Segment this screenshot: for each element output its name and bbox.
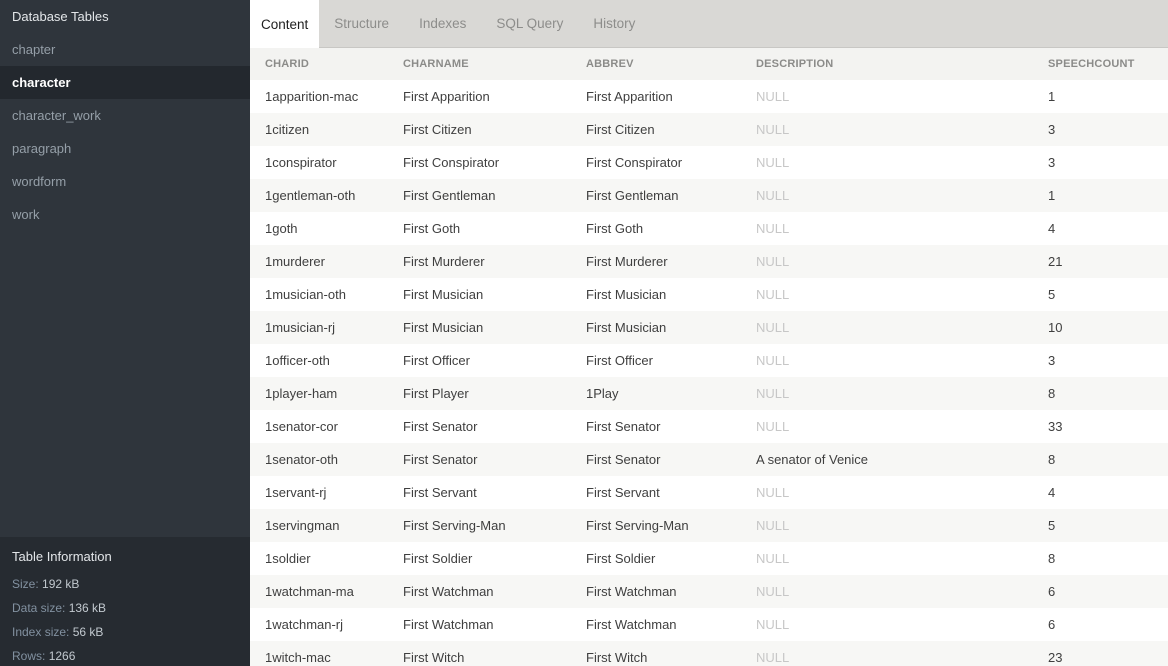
null-value: NULL: [756, 650, 790, 665]
cell-abbrev[interactable]: First Senator: [586, 419, 661, 434]
grid-header: [250, 48, 1168, 80]
grid-body: [250, 80, 1168, 666]
table-row[interactable]: [250, 344, 1168, 377]
cell-charid[interactable]: 1servingman: [265, 518, 340, 533]
table-row[interactable]: [250, 443, 1168, 476]
grid-container: [250, 48, 1168, 666]
cell-speechcount[interactable]: 5: [1048, 518, 1056, 533]
cell-description[interactable]: [756, 311, 1048, 344]
cell-description[interactable]: [756, 608, 1048, 641]
cell-description[interactable]: [756, 476, 1048, 509]
null-value: NULL: [756, 254, 790, 269]
cell-description[interactable]: [756, 542, 1048, 575]
cell-speechcount[interactable]: 6: [1048, 617, 1056, 632]
table-row[interactable]: [250, 410, 1168, 443]
tab-structure[interactable]: Structure: [334, 16, 390, 31]
cell-abbrev[interactable]: First Witch: [586, 650, 648, 665]
cell-charname[interactable]: First Conspirator: [403, 155, 500, 170]
cell-charid[interactable]: 1conspirator: [265, 155, 337, 170]
cell-charname[interactable]: First Watchman: [403, 617, 494, 632]
cell-speechcount[interactable]: 5: [1048, 287, 1056, 302]
cell-charid[interactable]: 1officer-oth: [265, 353, 330, 368]
cell-description[interactable]: [756, 146, 1048, 179]
cell-abbrev[interactable]: First Watchman: [586, 584, 677, 599]
cell-description[interactable]: [756, 212, 1048, 245]
sidebar: [0, 0, 250, 666]
tab-history[interactable]: History: [593, 16, 636, 31]
cell-description[interactable]: [756, 344, 1048, 377]
null-value: NULL: [756, 89, 790, 104]
cell-charname[interactable]: First Goth: [403, 221, 461, 236]
null-value: NULL: [756, 155, 790, 170]
table-info-stats: [12, 572, 238, 666]
table-row[interactable]: [250, 509, 1168, 542]
sidebar-item-character[interactable]: character: [0, 66, 250, 99]
stat-value: 192 kB: [42, 577, 80, 591]
cell-description[interactable]: [756, 245, 1048, 278]
cell-charname[interactable]: First Witch: [403, 650, 465, 665]
cell-charid[interactable]: 1senator-oth: [265, 452, 338, 467]
cell-speechcount[interactable]: 4: [1048, 485, 1056, 500]
cell-description[interactable]: [756, 575, 1048, 608]
cell-charid[interactable]: 1citizen: [265, 122, 310, 137]
cell-speechcount[interactable]: 4: [1048, 221, 1056, 236]
cell-speechcount[interactable]: 23: [1048, 650, 1063, 665]
cell-description[interactable]: [756, 113, 1048, 146]
column-header-abbrev[interactable]: ABBREV: [586, 58, 634, 70]
table-info-title: Table Information: [12, 549, 112, 564]
cell-charname[interactable]: First Gentleman: [403, 188, 496, 203]
cell-speechcount[interactable]: 33: [1048, 419, 1063, 434]
null-value: NULL: [756, 122, 790, 137]
cell-description[interactable]: [756, 179, 1048, 212]
null-value: NULL: [756, 287, 790, 302]
column-header-description[interactable]: DESCRIPTION: [756, 58, 834, 70]
cell-abbrev[interactable]: First Conspirator: [586, 155, 683, 170]
cell-charname[interactable]: First Officer: [403, 353, 470, 368]
tab-bar: [250, 0, 1168, 48]
stat-label: Data size:: [12, 601, 69, 615]
cell-abbrev[interactable]: First Musician: [586, 320, 667, 335]
cell-abbrev[interactable]: First Gentleman: [586, 188, 679, 203]
table-row[interactable]: [250, 80, 1168, 113]
table-info-stat: [12, 620, 238, 644]
cell-charname[interactable]: First Player: [403, 386, 469, 401]
cell-charid[interactable]: 1apparition-mac: [265, 89, 359, 104]
cell-charid[interactable]: 1musician-oth: [265, 287, 346, 302]
cell-charname[interactable]: First Musician: [403, 287, 484, 302]
stat-value: 136 kB: [68, 601, 107, 615]
null-value: NULL: [756, 617, 790, 632]
cell-description[interactable]: [756, 278, 1048, 311]
cell-charid[interactable]: 1player-ham: [265, 386, 338, 401]
cell-abbrev[interactable]: First Musician: [586, 287, 667, 302]
cell-speechcount[interactable]: 8: [1048, 452, 1056, 467]
cell-description[interactable]: [756, 410, 1048, 443]
cell-charname[interactable]: First Serving-Man: [403, 518, 506, 533]
cell-charid[interactable]: 1goth: [265, 221, 298, 236]
null-value: NULL: [756, 188, 790, 203]
null-value: NULL: [756, 518, 790, 533]
sidebar-item-character_work[interactable]: character_work: [12, 108, 101, 123]
table-list: [0, 33, 250, 231]
cell-charname[interactable]: First Senator: [403, 419, 478, 434]
null-value: NULL: [756, 551, 790, 566]
table-info-stat: [12, 572, 238, 596]
sidebar-item-chapter[interactable]: chapter: [12, 42, 56, 57]
table-info-stat: [12, 596, 238, 620]
cell-charname[interactable]: First Watchman: [403, 584, 494, 599]
cell-description[interactable]: [756, 80, 1048, 113]
table-row[interactable]: [250, 113, 1168, 146]
cell-abbrev[interactable]: First Apparition: [586, 89, 673, 104]
sidebar-item-paragraph[interactable]: paragraph: [12, 141, 72, 156]
column-header-charid[interactable]: CHARID: [265, 58, 309, 70]
cell-charid[interactable]: 1watchman-rj: [265, 617, 344, 632]
data-grid: [250, 48, 1168, 666]
cell-abbrev[interactable]: First Officer: [586, 353, 653, 368]
cell-charname[interactable]: First Murderer: [403, 254, 485, 269]
table-row[interactable]: [250, 575, 1168, 608]
cell-description[interactable]: [756, 641, 1048, 666]
cell-abbrev[interactable]: 1Play: [586, 386, 619, 401]
stat-value: 56 kB: [72, 625, 104, 639]
stat-label: Index size:: [12, 625, 73, 639]
null-value: NULL: [756, 353, 790, 368]
cell-description[interactable]: A senator of Venice: [756, 452, 869, 467]
table-row[interactable]: [250, 641, 1168, 666]
null-value: NULL: [756, 320, 790, 335]
cell-charid[interactable]: 1servant-rj: [265, 485, 327, 500]
cell-abbrev[interactable]: First Murderer: [586, 254, 668, 269]
null-value: NULL: [756, 386, 790, 401]
null-value: NULL: [756, 485, 790, 500]
cell-charid[interactable]: 1soldier: [265, 551, 311, 566]
cell-speechcount[interactable]: 10: [1048, 320, 1063, 335]
stat-value: 1266: [48, 649, 76, 663]
sidebar-item-work[interactable]: work: [12, 207, 40, 222]
cell-speechcount[interactable]: 8: [1048, 386, 1056, 401]
cell-charname[interactable]: First Servant: [403, 485, 477, 500]
table-info-stat: [12, 644, 238, 666]
cell-description[interactable]: [756, 509, 1048, 542]
cell-speechcount[interactable]: 8: [1048, 551, 1056, 566]
stat-label: Size:: [12, 577, 43, 591]
null-value: NULL: [756, 584, 790, 599]
stat-label: Rows:: [12, 649, 49, 663]
table-row[interactable]: [250, 542, 1168, 575]
cell-charid[interactable]: 1gentleman-oth: [265, 188, 356, 203]
cell-charname[interactable]: First Senator: [403, 452, 478, 467]
cell-charid[interactable]: 1witch-mac: [265, 650, 331, 665]
table-row[interactable]: [250, 278, 1168, 311]
cell-description[interactable]: [756, 377, 1048, 410]
table-row[interactable]: [250, 377, 1168, 410]
table-row[interactable]: [250, 608, 1168, 641]
cell-speechcount[interactable]: 6: [1048, 584, 1056, 599]
sidebar-title: Database Tables: [12, 9, 109, 24]
table-row[interactable]: [250, 179, 1168, 212]
cell-abbrev[interactable]: First Servant: [586, 485, 660, 500]
cell-speechcount[interactable]: 3: [1048, 155, 1056, 170]
cell-speechcount[interactable]: 3: [1048, 122, 1056, 137]
tab-indexes[interactable]: Indexes: [419, 16, 467, 31]
cell-abbrev[interactable]: First Citizen: [586, 122, 655, 137]
cell-speechcount[interactable]: 1: [1048, 188, 1056, 203]
cell-abbrev[interactable]: First Watchman: [586, 617, 677, 632]
cell-speechcount[interactable]: 1: [1048, 89, 1056, 104]
cell-speechcount[interactable]: 21: [1048, 254, 1063, 269]
cell-speechcount[interactable]: 3: [1048, 353, 1056, 368]
column-header-charname[interactable]: CHARNAME: [403, 58, 469, 70]
cell-charid[interactable]: 1watchman-ma: [265, 584, 354, 599]
null-value: NULL: [756, 221, 790, 236]
cell-charid[interactable]: 1musician-rj: [265, 320, 336, 335]
cell-abbrev[interactable]: First Goth: [586, 221, 644, 236]
cell-charname[interactable]: First Musician: [403, 320, 484, 335]
cell-charid[interactable]: 1murderer: [265, 254, 325, 269]
column-header-speechcount[interactable]: SPEECHCOUNT: [1048, 58, 1135, 70]
cell-charname[interactable]: First Apparition: [403, 89, 490, 104]
table-row[interactable]: [250, 146, 1168, 179]
table-row[interactable]: [250, 476, 1168, 509]
cell-abbrev[interactable]: First Senator: [586, 452, 661, 467]
table-row[interactable]: [250, 245, 1168, 278]
table-row[interactable]: [250, 212, 1168, 245]
table-row[interactable]: [250, 311, 1168, 344]
cell-abbrev[interactable]: First Serving-Man: [586, 518, 689, 533]
table-info-panel: [0, 537, 250, 666]
cell-charname[interactable]: First Citizen: [403, 122, 472, 137]
tab-sql-query[interactable]: SQL Query: [496, 16, 564, 31]
sidebar-item-wordform[interactable]: wordform: [12, 174, 67, 189]
cell-abbrev[interactable]: First Soldier: [586, 551, 656, 566]
tab-content[interactable]: Content: [250, 0, 319, 48]
null-value: NULL: [756, 419, 790, 434]
cell-charname[interactable]: First Soldier: [403, 551, 473, 566]
main-panel: [250, 0, 1168, 666]
cell-charid[interactable]: 1senator-cor: [265, 419, 338, 434]
